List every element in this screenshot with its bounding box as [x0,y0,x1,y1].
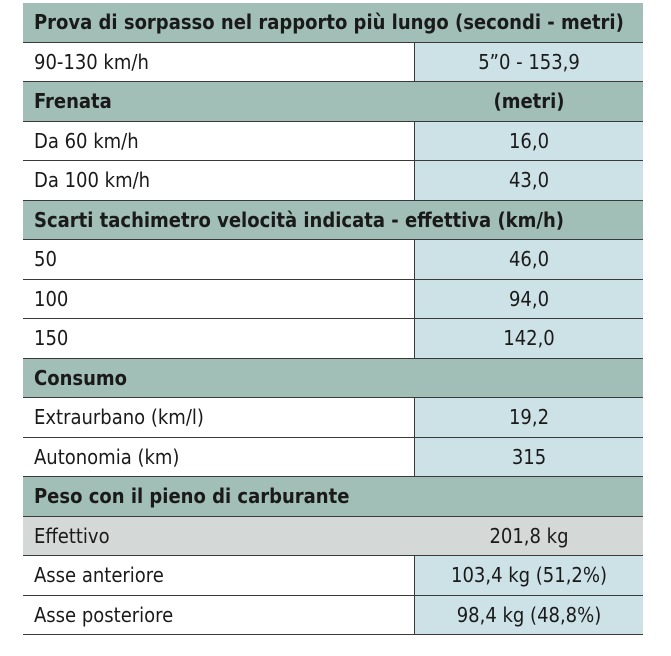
row-label: 90-130 km/h [23,43,415,82]
row-value: 16,0 [415,122,643,161]
row-label: Da 100 km/h [23,161,415,200]
section-header-sorpasso [23,3,643,43]
table-row [23,161,643,201]
row-value: 5”0 - 153,9 [415,43,643,82]
section-title: Prova di sorpasso nel rapporto più lungo (secondi - metri) [34,10,624,35]
row-label: Asse anteriore [23,556,415,595]
row-label: Extraurbano (km/l) [23,398,415,437]
row-value: 43,0 [415,161,643,200]
row-label: 100 [23,280,415,319]
test-results-table [23,3,643,635]
table-row [23,398,643,438]
row-value: 19,2 [415,398,643,437]
table-row [23,556,643,596]
table-row [23,43,643,83]
section-title: Frenata [34,89,112,114]
table-row [23,280,643,320]
table-row [23,438,643,478]
row-label: Effettivo [23,517,415,556]
row-value: 46,0 [415,240,643,279]
row-value: 103,4 kg (51,2%) [415,556,643,595]
section-unit: (metri) [493,89,565,114]
section-header-tachimetro [23,201,643,241]
row-label: 150 [23,319,415,358]
section-header-consumo [23,359,643,399]
row-label: Autonomia (km) [23,438,415,477]
row-label: 50 [23,240,415,279]
row-value: 142,0 [415,319,643,358]
table-row [23,122,643,162]
section-header-peso [23,477,643,517]
row-value: 98,4 kg (48,8%) [415,596,643,635]
row-label: Asse posteriore [23,596,415,635]
table-row [23,596,643,636]
row-value: 94,0 [415,280,643,319]
table-row-highlight [23,517,643,557]
row-value: 201,8 kg [415,517,643,556]
section-title: Peso con il pieno di carburante [34,484,350,509]
section-title: Consumo [34,365,128,390]
table-row [23,240,643,280]
row-value: 315 [415,438,643,477]
section-title: Scarti tachimetro velocità indicata - effettiva (km/h) [34,207,564,232]
row-label: Da 60 km/h [23,122,415,161]
section-header-frenata [23,82,643,122]
table-row [23,319,643,359]
